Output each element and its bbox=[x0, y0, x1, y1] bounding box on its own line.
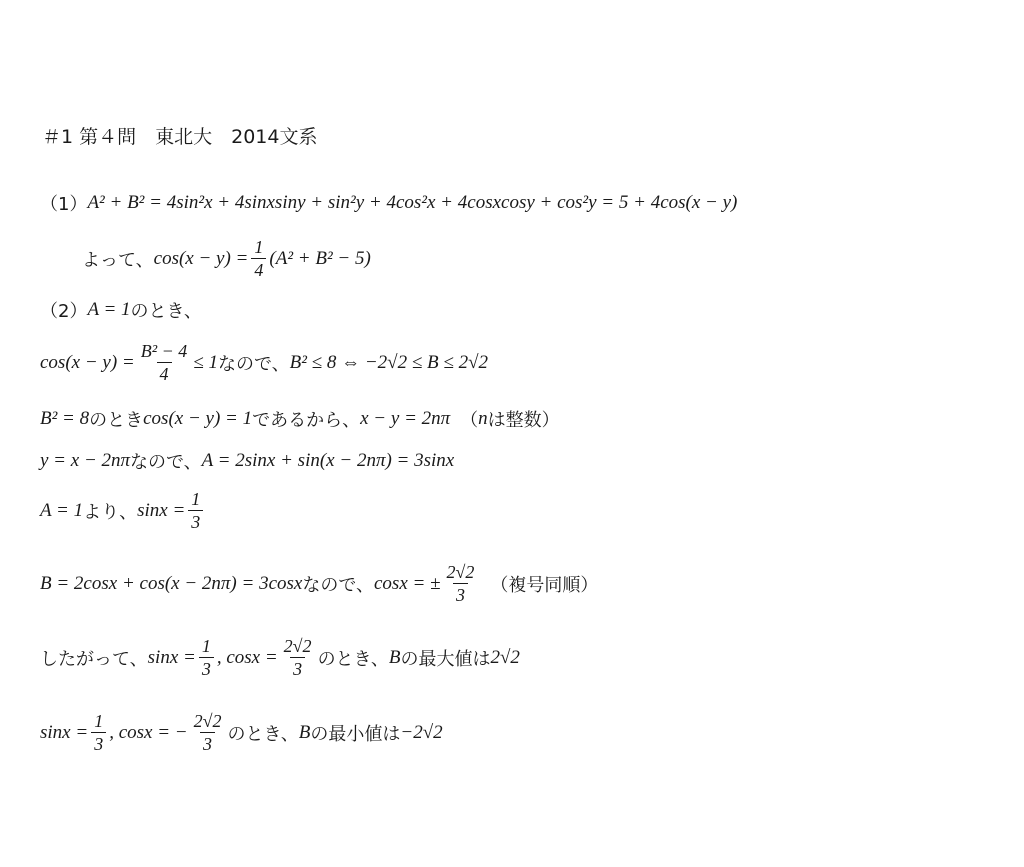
part1-equation-line bbox=[40, 190, 737, 216]
part2-line5-lhs: cosx = ± bbox=[374, 572, 441, 594]
part2-line6-value: 2√2 bbox=[490, 646, 520, 668]
part2-line3-math: y = x − 2nπ bbox=[40, 450, 131, 471]
part2-line7-lhs: sinx = bbox=[40, 721, 89, 743]
part2-line7-fraction1-den: 3 bbox=[91, 732, 106, 755]
part2-line4-fraction-num: 1 bbox=[191, 489, 201, 509]
part2-line6-lhs: sinx = bbox=[147, 646, 196, 668]
part2-line6-fraction2 bbox=[281, 635, 315, 680]
problem-title-text: ＃1 第４問 東北大 2014文系 bbox=[42, 126, 318, 148]
part1-fraction-den: 4 bbox=[251, 258, 266, 281]
part2-line1-text: なので、 bbox=[217, 353, 290, 375]
part2-line1-ineq: ≤ 1 bbox=[193, 351, 218, 373]
part2-line2 bbox=[40, 406, 560, 432]
part2-line4-text: より、 bbox=[83, 501, 138, 523]
part2-line7-B: B bbox=[298, 721, 311, 743]
part2-line7-fraction2 bbox=[191, 710, 225, 755]
problem-title bbox=[42, 122, 317, 149]
part2-line6-mid: , cosx = bbox=[216, 646, 278, 668]
part2-line2-n: n bbox=[478, 408, 488, 429]
part2-line5-math: B = 2cosx + cos(x − 2nπ) = 3cosx bbox=[40, 572, 303, 594]
part2-line7-text2: の最小値は bbox=[310, 723, 401, 745]
part2-line2-math2: cos(x − y) = 1 bbox=[143, 408, 253, 429]
part2-line3 bbox=[40, 448, 454, 474]
part2-line1-lhs: cos(x − y) = bbox=[40, 351, 135, 373]
part2-line2-text4: は整数） bbox=[487, 410, 560, 431]
part2-line6-fraction2-num: 2√2 bbox=[283, 636, 312, 656]
part2-line1-result: B² ≤ 8 ⇔ −2√2 ≤ B ≤ 2√2 bbox=[289, 351, 488, 373]
part2-line2-text1: のとき bbox=[89, 410, 144, 431]
part1-cos-lhs: cos(x − y) = bbox=[153, 247, 249, 269]
part2-line7-mid: , cosx = − bbox=[109, 721, 188, 743]
part2-line3-math2: A = 2sinx + sin(x − 2nπ) = 3sinx bbox=[201, 450, 455, 471]
part2-line1 bbox=[40, 340, 488, 385]
part2-line5-fraction bbox=[444, 561, 478, 606]
part2-line7-text: のとき、 bbox=[227, 723, 299, 745]
part2-line7-fraction1-num: 1 bbox=[94, 711, 104, 731]
part2-line7-fraction2-num: 2√2 bbox=[193, 711, 222, 731]
part2-line2-text2: であるから、 bbox=[252, 410, 361, 431]
part2-line7-fraction2-den: 3 bbox=[200, 732, 215, 755]
part2-label: （2） bbox=[40, 301, 88, 322]
part2-line6-text: したがって、 bbox=[40, 648, 148, 670]
part1-fraction bbox=[251, 236, 266, 281]
part2-line5-fraction-num: 2√2 bbox=[446, 562, 475, 582]
part2-condition-text: のとき、 bbox=[130, 301, 202, 322]
part2-line7-fraction1 bbox=[91, 710, 106, 755]
part1-equation: A² + B² = 4sin²x + 4sinxsiny + sin²y + 4cos²x + 4cosxcosy + cos²y = 5 + 4cos(x − y) bbox=[87, 192, 738, 213]
part2-line2-text3: （ bbox=[460, 410, 479, 431]
part1-cos-rhs: (A² + B² − 5) bbox=[269, 247, 371, 269]
part2-line4 bbox=[40, 488, 206, 533]
part2-line3-text: なので、 bbox=[130, 452, 202, 473]
part2-line6-fraction1-den: 3 bbox=[199, 657, 214, 680]
part2-line6-B: B bbox=[388, 646, 401, 668]
part2-line6-text2: のとき、 bbox=[317, 648, 389, 670]
part2-line7 bbox=[40, 710, 443, 755]
part2-line2-math: B² = 8 bbox=[40, 408, 90, 429]
part2-line6 bbox=[40, 635, 520, 680]
part2-line6-fraction1 bbox=[199, 635, 214, 680]
part2-line4-fraction-den: 3 bbox=[188, 510, 203, 533]
part1-therefore: よって、 bbox=[82, 249, 154, 271]
part2-line5-fraction-den: 3 bbox=[453, 583, 468, 606]
part2-line6-fraction1-num: 1 bbox=[201, 636, 211, 656]
part1-label: （1） bbox=[40, 194, 88, 215]
part1-fraction-num: 1 bbox=[254, 237, 264, 257]
part2-line4-math: A = 1 bbox=[40, 499, 84, 521]
part2-line6-text3: の最大値は bbox=[400, 648, 491, 670]
part2-line4-lhs: sinx = bbox=[137, 499, 186, 521]
part2-line1-fraction-den: 4 bbox=[157, 362, 172, 385]
part2-line5-note: （複号同順） bbox=[490, 574, 599, 596]
part2-line5 bbox=[40, 561, 598, 606]
part2-line6-fraction2-den: 3 bbox=[290, 657, 305, 680]
part1-result-line bbox=[82, 236, 371, 281]
part2-condition-math: A = 1 bbox=[87, 299, 131, 320]
part2-line4-fraction bbox=[188, 488, 203, 533]
part2-line7-value: −2√2 bbox=[400, 721, 443, 743]
part2-line1-fraction bbox=[138, 340, 191, 385]
part2-condition-line bbox=[40, 297, 202, 323]
part2-line5-text: なので、 bbox=[302, 574, 374, 596]
part2-line2-math3: x − y = 2nπ bbox=[360, 408, 451, 429]
part2-line1-fraction-num: B² − 4 bbox=[140, 341, 188, 361]
